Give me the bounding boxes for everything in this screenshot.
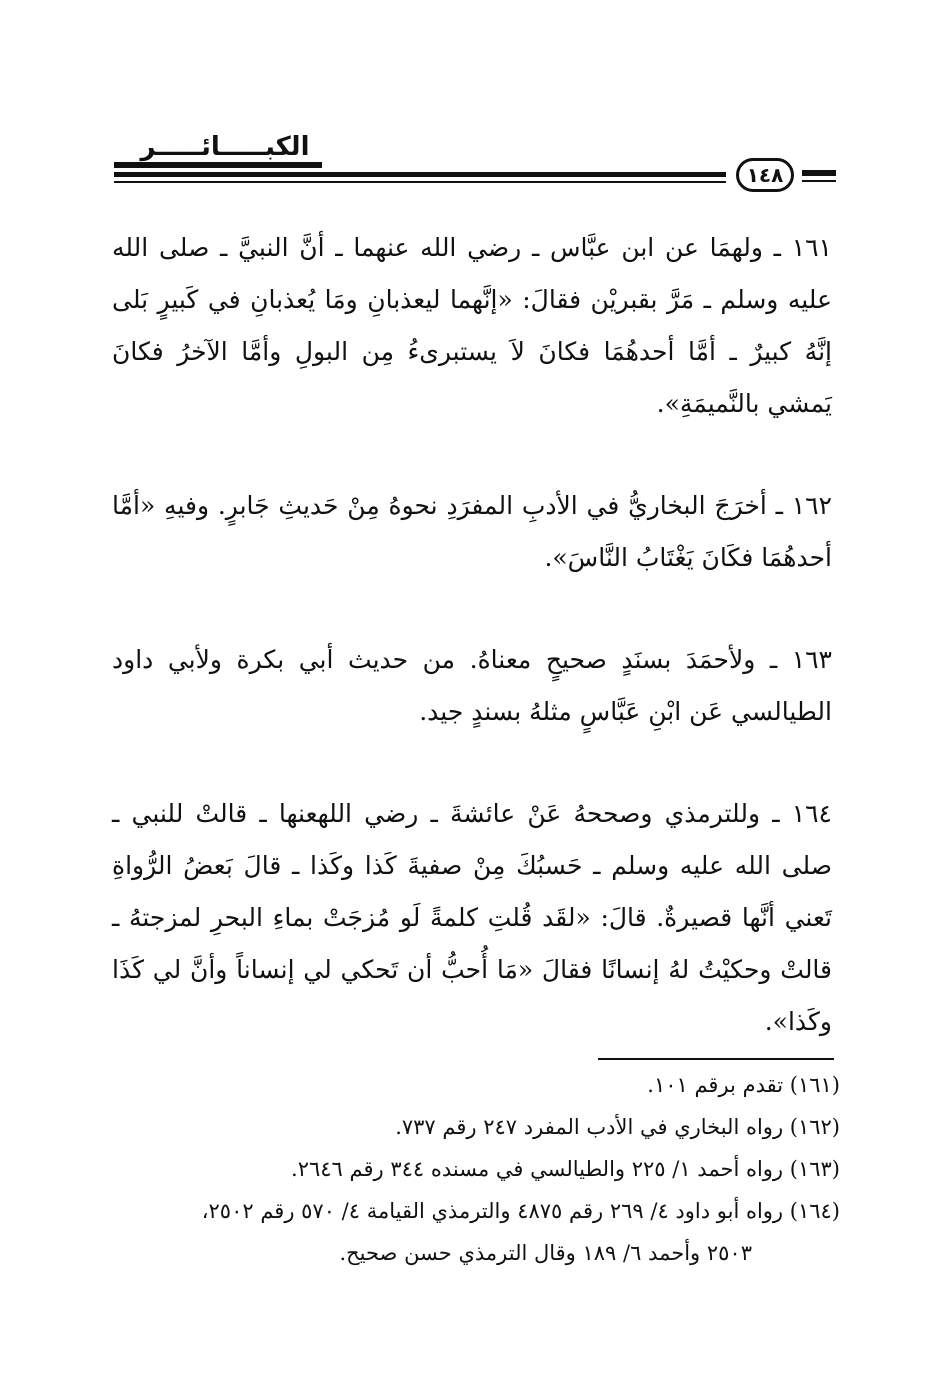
page-number-ornament xyxy=(802,170,836,176)
footnote-162: (١٦٢) رواه البخاري في الأدب المفرد ٢٤٧ رقم ٧٣٧. xyxy=(395,1115,840,1139)
hadith-164: ١٦٤ ـ وللترمذي وصححهُ عَنْ عائشةَ ـ رضي اللهعنها ـ قالتْ للنبي ـ صلى الله عليه وسلم ـ حَسبُكَ مِنْ صفيةَ كَذا وكَذا ـ قالَ بَعضُ الرُّواةِ تَعني أنَّها قصيرةٌ. قالَ: «لقَد قُلتِ كلمةً لَو مُزجَتْ بماءِ البحرِ لمزجتهُ ـ قالتْ وحكيْتُ لهُ إنسانًا فقالَ «مَا أُحبُّ أن تَحكي لي إنساناً وأنَّ لي كَذَا وكَذا». xyxy=(112,799,832,1036)
hadith-162: ١٦٢ ـ أخرَجَ البخاريُّ في الأدبِ المفرَدِ نحوهُ مِنْ حَديثِ جَابرٍ. وفيهِ «أمَّا أحدهُمَا فكَانَ يَغْتَابُ النَّاسَ». xyxy=(112,491,832,572)
hadith-161: ١٦١ ـ ولهمَا عن ابن عبَّاس ـ رضي الله عنهما ـ أنَّ النبيَّ ـ صلى الله عليه وسلم ـ مَرَّ بقبريْن فقالَ: «إنَّهما ليعذبانِ ومَا يُعذبانِ في كَبيرٍ بَلى إنَّهُ كبيرٌ ـ أمَّا أحدهُمَا فكانَ لاَ يستبرىءُ مِن البولِ وأمَّا الآخرُ فكانَ يَمشي بالنَّميمَةِ». xyxy=(112,233,832,418)
running-title: الكبـــــائـــــر xyxy=(140,132,310,162)
header-rule-thin xyxy=(114,181,726,183)
main-text xyxy=(112,222,832,1048)
footnote-163: (١٦٣) رواه أحمد ١/ ٢٢٥ والطيالسي في مسنده ٣٤٤ رقم ٢٦٤٦. xyxy=(291,1157,840,1181)
footnote-161: (١٦١) تقدم برقم ١٠١. xyxy=(647,1073,840,1097)
header-rule-thick xyxy=(114,172,726,177)
page-number: ١٤٨ xyxy=(736,158,794,192)
title-underline xyxy=(114,162,322,168)
page-number-ornament-thin xyxy=(802,180,836,182)
hadith-163: ١٦٣ ـ ولأحمَدَ بسنَدٍ صحيحٍ معناهُ. من حديث أبي بكرة ولأبي داود الطيالسي عَن ابْنِ عَبَّاسٍ مثلهُ بسندٍ جيد. xyxy=(112,645,832,726)
page-header xyxy=(110,132,834,192)
footnote-164-continuation: ٢٥٠٣ وأحمد ٦/ ١٨٩ وقال الترمذي حسن صحيح. xyxy=(339,1241,752,1265)
footnote-164: (١٦٤) رواه أبو داود ٤/ ٢٦٩ رقم ٤٨٧٥ والترمذي القيامة ٤/ ٥٧٠ رقم ٢٥٠٢، xyxy=(201,1199,840,1223)
footnotes xyxy=(112,1064,840,1274)
footnote-separator xyxy=(598,1058,834,1060)
